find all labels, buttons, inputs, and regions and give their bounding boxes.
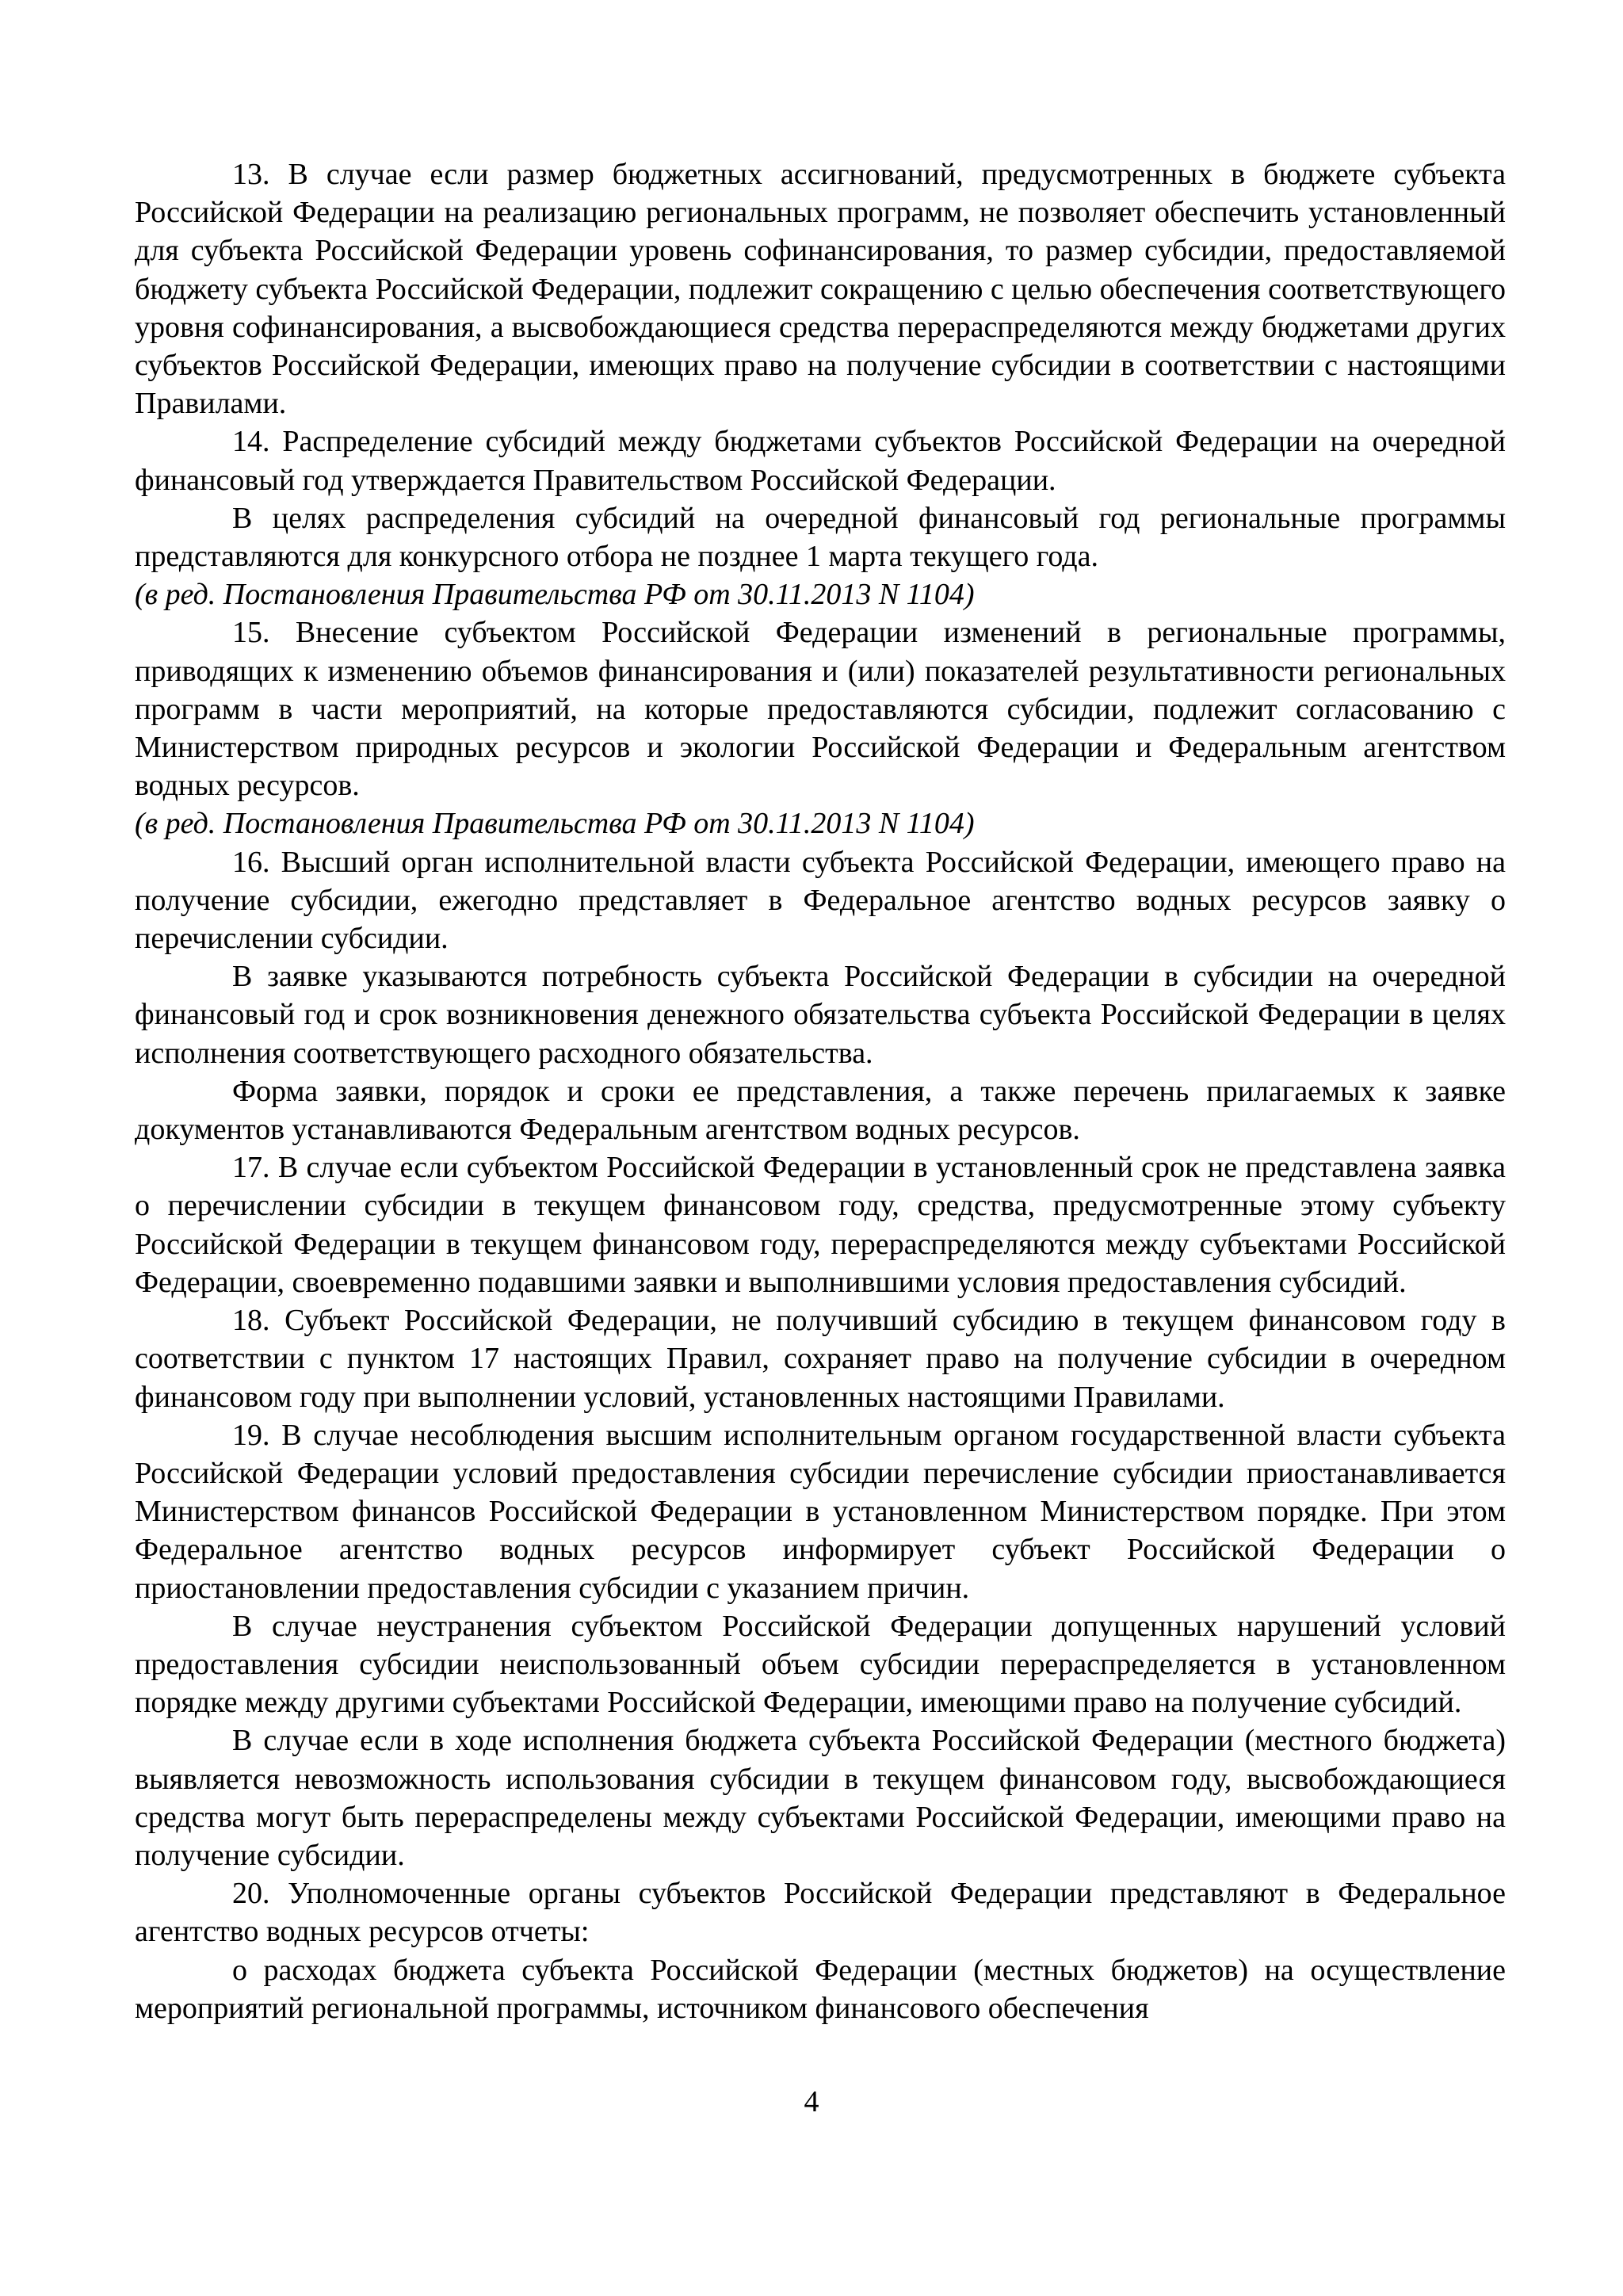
paragraph-15: 15. Внесение субъектом Российской Федерации изменений в региональные программы, приводящих к изменению объемов финансирования и (или) показателей результативности региональных программ в части мероприятий, на которые предоставляются субсидии, подлежит согласованию с Министерством природных ресурсов и экологии Российской Федерации и Федеральным агентством водных ресурсов. <box>135 616 1506 803</box>
paragraph-20-expenses: о расходах бюджета субъекта Российской Федерации (местных бюджетов) на осуществление мероприятий региональной программы, источником финансового обеспечения <box>135 1953 1506 2025</box>
paragraph-19-redistribution: В случае если в ходе исполнения бюджета субъекта Российской Федерации (местного бюджета) выявляется невозможность использования субсидии в текущем финансовом году, высвобождающиеся средства могут быть перераспределены между субъектами Российской Федерации, имеющими право на получение субсидии. <box>135 1724 1506 1872</box>
paragraph-16: 16. Высший орган исполнительной власти субъекта Российской Федерации, имеющего право на получение субсидии, ежегодно представляет в Федеральное агентство водных ресурсов заявку о перечислении субсидии. <box>135 845 1506 956</box>
document-body <box>135 155 1506 2027</box>
paragraph-18: 18. Субъект Российской Федерации, не получивший субсидию в текущем финансовом году в соответствии с пунктом 17 настоящих Правил, сохраняет право на получение субсидии в очередном финансовом году при выполнении условий, установленных настоящими Правилами. <box>135 1304 1506 1414</box>
amendment-note: (в ред. Постановления Правительства РФ от 30.11.2013 N 1104) <box>135 578 975 612</box>
paragraph-16-request-form: Форма заявки, порядок и сроки ее представления, а также перечень прилагаемых к заявке документов устанавливаются Федеральным агентством водных ресурсов. <box>135 1074 1506 1147</box>
paragraph-14-submission: В целях распределения субсидий на очередной финансовый год региональные программы представляются для конкурсного отбора не позднее 1 марта текущего года. <box>135 501 1506 574</box>
paragraph-20: 20. Уполномоченные органы субъектов Российской Федерации представляют в Федеральное агентство водных ресурсов отчеты: <box>135 1877 1506 1949</box>
amendment-note: (в ред. Постановления Правительства РФ от 30.11.2013 N 1104) <box>135 807 975 841</box>
paragraph-14: 14. Распределение субсидий между бюджетами субъектов Российской Федерации на очередной финансовый год утверждается Правительством Российской Федерации. <box>135 425 1506 497</box>
paragraph-19: 19. В случае несоблюдения высшим исполнительным органом государственной власти субъекта Российской Федерации условий предоставления субсидии перечисление субсидии приостанавливается Министерством финансов Российской Федерации в установленном Министерством порядке. При этом Федеральное агентство водных ресурсов информирует субъект Российской Федерации о приостановлении предоставления субсидии с указанием причин. <box>135 1418 1506 1605</box>
page-number: 4 <box>804 2085 819 2118</box>
paragraph-16-request-content: В заявке указываются потребность субъекта Российской Федерации в субсидии на очередной финансовый год и срок возникновения денежного обязательства субъекта Российской Федерации в целях исполнения соответствующего расходного обязательства. <box>135 960 1506 1070</box>
paragraph-19-violations: В случае неустранения субъектом Российской Федерации допущенных нарушений условий предоставления субсидии неиспользованный объем субсидии перераспределяется в установленном порядке между другими субъектами Российской Федерации, имеющими право на получение субсидий. <box>135 1609 1506 1720</box>
paragraph-17: 17. В случае если субъектом Российской Федерации в установленный срок не представлена заявка о перечислении субсидии в текущем финансовом году, средства, предусмотренные этому субъекту Российской Федерации в текущем финансовом году, перераспределяются между субъектами Российской Федерации, своевременно подавшими заявки и выполнившими условия предоставления субсидий. <box>135 1151 1506 1299</box>
paragraph-13: 13. В случае если размер бюджетных ассигнований, предусмотренных в бюджете субъекта Российской Федерации на реализацию региональных программ, не позволяет обеспечить установленный для субъекта Российской Федерации уровень софинансирования, то размер субсидии, предоставляемой бюджету субъекта Российской Федерации, подлежит сокращению с целью обеспечения соответствующего уровня софинансирования, а высвобождающиеся средства перераспределяются между бюджетами других субъектов Российской Федерации, имеющих право на получение субсидии в соответствии с настоящими Правилами. <box>135 158 1506 421</box>
